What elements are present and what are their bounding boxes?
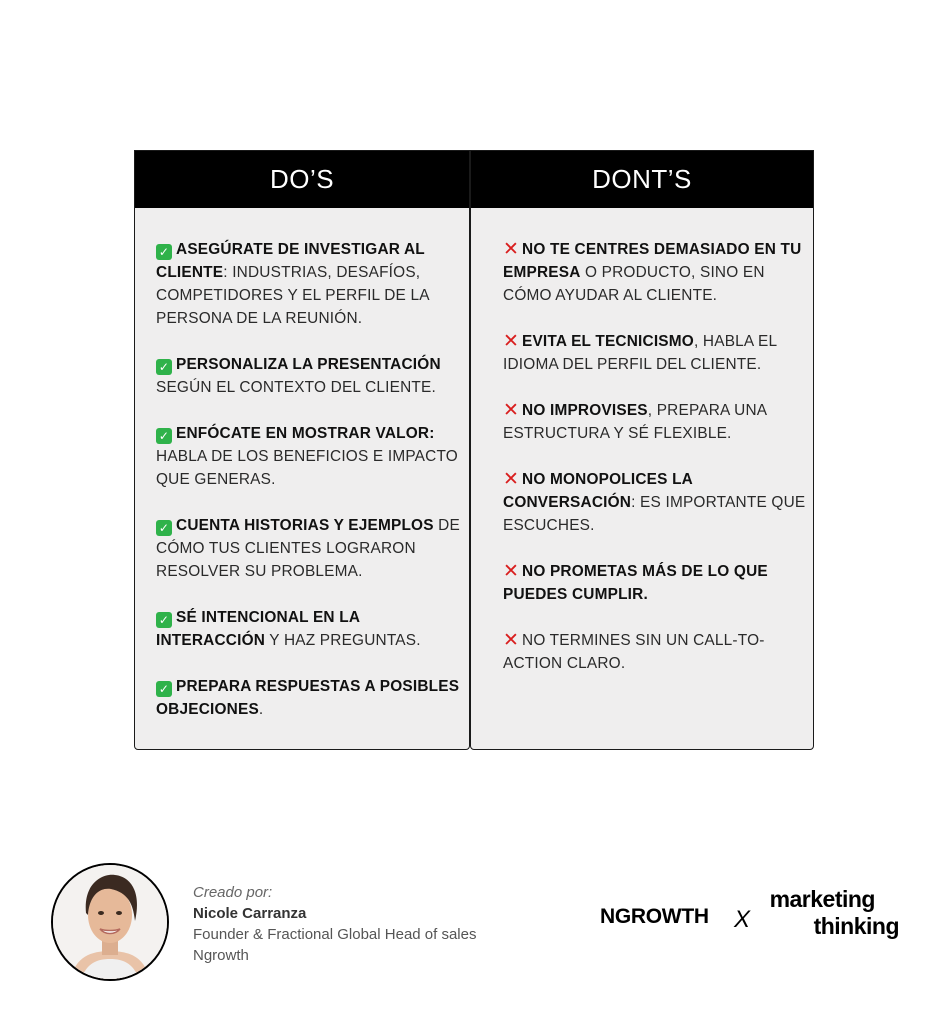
dos-column: [134, 150, 470, 750]
dos-donts-table: [134, 150, 814, 750]
cross-icon: ✕: [503, 469, 520, 490]
item-text: .: [258, 701, 264, 718]
dos-item: [156, 422, 469, 491]
cross-icon: ✕: [503, 400, 520, 421]
author-role: Founder & Fractional Global Head of sales: [193, 926, 477, 943]
marketing-thinking-logo: [766, 886, 899, 940]
item-bold-text: NO IMPROVISES: [522, 402, 648, 419]
avatar: [51, 863, 169, 981]
item-text: : INDUSTRIAS, DESAFÍOS, COMPETIDORES Y EL PERFIL DE LA PERSONA DE LA REUNIÓN.: [156, 264, 429, 327]
item-bold-text: PERSONALIZA LA PRESENTACIÓN: [176, 356, 441, 373]
cross-icon: ✕: [503, 561, 520, 582]
author-company: Ngrowth: [193, 947, 249, 964]
check-icon: ✓: [156, 681, 172, 697]
credits: [193, 882, 476, 966]
donts-item: [503, 399, 813, 445]
donts-item: [503, 468, 813, 537]
cross-icon: ✕: [503, 239, 520, 260]
check-icon: ✓: [156, 359, 172, 375]
item-bold-text: ASEGÚRATE DE INVESTIGAR AL CLIENTE: [156, 241, 425, 281]
check-icon: ✓: [156, 520, 172, 536]
item-text: DE CÓMO TUS CLIENTES LOGRARON RESOLVER SU PROBLEMA.: [156, 517, 460, 580]
check-icon: ✓: [156, 428, 172, 444]
dos-item: [156, 238, 469, 330]
check-icon: ✓: [156, 244, 172, 260]
donts-list: [471, 208, 813, 675]
ngrowth-logo: NGROWTH: [600, 905, 709, 928]
item-text: NO TERMINES SIN UN CALL-TO-ACTION CLARO.: [503, 632, 765, 672]
item-text: HABLA DE LOS BENEFICIOS E IMPACTO QUE GENERAS.: [156, 448, 458, 488]
donts-item: [503, 330, 813, 376]
dos-item: [156, 675, 469, 721]
author-name: Nicole Carranza: [193, 905, 307, 922]
item-bold-text: NO PROMETAS MÁS DE LO QUE PUEDES CUMPLIR.: [503, 563, 768, 603]
cross-icon: ✕: [503, 331, 520, 352]
item-text: O PRODUCTO, SINO EN CÓMO AYUDAR AL CLIENTE.: [503, 264, 765, 304]
item-bold-text: SÉ INTENCIONAL EN LA INTERACCIÓN: [156, 609, 360, 649]
item-bold-text: PREPARA RESPUESTAS A POSIBLES OBJECIONES: [156, 678, 460, 718]
donts-item: [503, 560, 813, 606]
item-bold-text: NO TE CENTRES DEMASIADO EN TU EMPRESA: [503, 241, 802, 281]
cross-icon: ✕: [503, 630, 520, 651]
donts-column: [470, 150, 814, 750]
dos-item: [156, 353, 469, 399]
dos-list: [135, 208, 469, 721]
created-by-label: Creado por:: [193, 884, 273, 901]
collab-x: X: [734, 906, 751, 933]
dos-item: [156, 514, 469, 583]
donts-item: [503, 238, 813, 307]
item-bold-text: CUENTA HISTORIAS Y EJEMPLOS: [176, 517, 434, 534]
item-bold-text: ENFÓCATE EN MOSTRAR VALOR:: [176, 425, 435, 442]
item-text: , HABLA EL IDIOMA DEL PERFIL DEL CLIENTE.: [503, 333, 777, 373]
check-icon: ✓: [156, 612, 172, 628]
logo-line-1: marketing: [769, 886, 875, 912]
logo-line-2: thinking: [813, 913, 899, 939]
item-text: , PREPARA UNA ESTRUCTURA Y SÉ FLEXIBLE.: [503, 402, 767, 442]
item-text: Y HAZ PREGUNTAS.: [265, 632, 421, 649]
portrait-image: [53, 865, 167, 979]
item-text: SEGÚN EL CONTEXTO DEL CLIENTE.: [156, 379, 436, 396]
item-bold-text: EVITA EL TECNICISMO: [522, 333, 694, 350]
item-text: : ES IMPORTANTE QUE ESCUCHES.: [503, 494, 806, 534]
dos-item: [156, 606, 469, 652]
item-bold-text: NO MONOPOLICES LA CONVERSACIÓN: [503, 471, 693, 511]
donts-header: DONT’S: [471, 151, 813, 208]
dos-header: DO’S: [135, 151, 469, 208]
donts-item: [503, 629, 813, 675]
